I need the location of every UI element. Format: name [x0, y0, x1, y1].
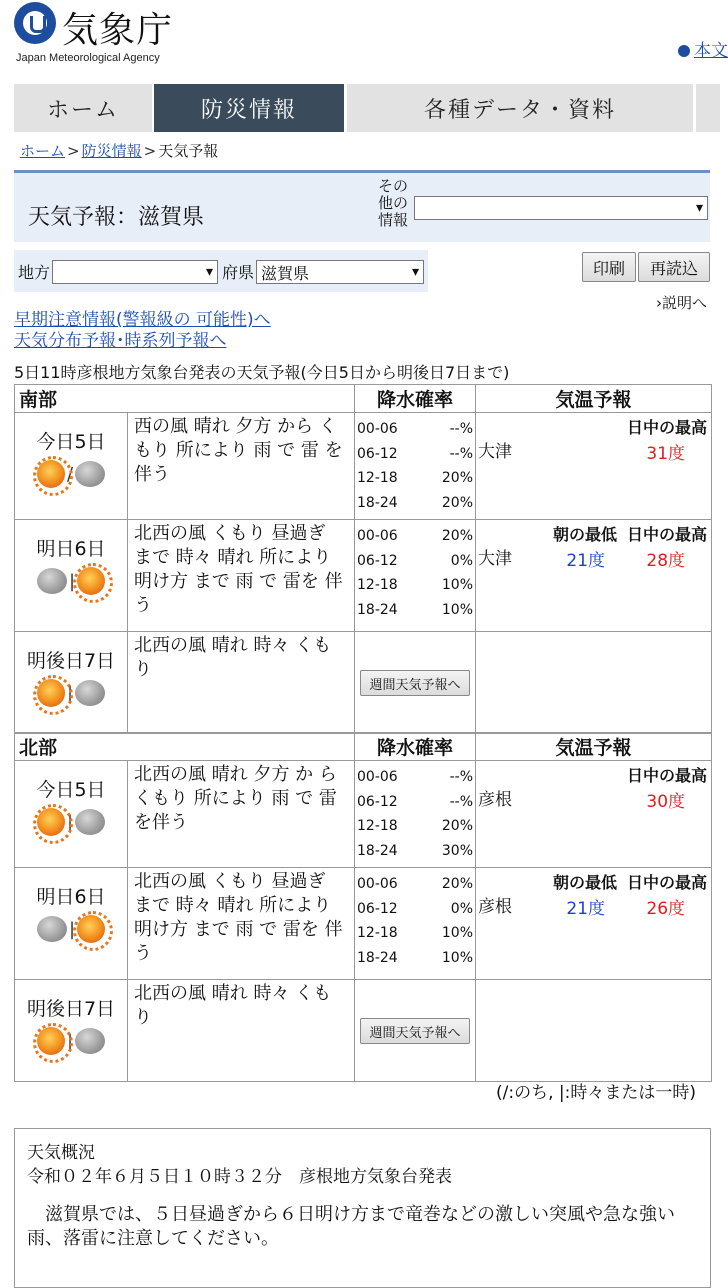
pop-cell: [355, 761, 476, 868]
chevron-down-icon: ▾: [695, 200, 703, 216]
cloudy-icon: [75, 1028, 105, 1054]
max-temp: 31度: [646, 444, 686, 464]
day-cell: [15, 761, 128, 868]
pop-cell: [355, 980, 476, 1082]
pop-row: 06-12 --%: [357, 793, 474, 810]
breadcrumb: ホーム > 防災情報 > 天気予報: [20, 142, 219, 160]
pop-row: 18-24 30%: [357, 842, 474, 859]
day-cell: [15, 413, 128, 520]
breadcrumb-bousai[interactable]: 防災情報: [81, 142, 142, 160]
reload-button[interactable]: 再読込: [638, 252, 710, 282]
weather-icons: [15, 679, 127, 707]
cloudy-icon: [37, 568, 67, 594]
weekly-forecast-button[interactable]: 週間天気予報へ: [360, 670, 470, 696]
pop-cell: [355, 413, 476, 520]
weather-text: 北西の風 晴れ 時々 くもり: [128, 980, 355, 1082]
cloudy-icon: [75, 809, 105, 835]
pop-row: 12-18 20%: [357, 818, 474, 834]
other-info-select[interactable]: [414, 196, 708, 220]
breadcrumb-current: 天気予報: [158, 142, 219, 160]
max-temp-label: 日中の最高: [627, 766, 708, 785]
chevron-down-icon: ▾: [411, 264, 419, 280]
city-name: 大津: [478, 549, 513, 569]
sunny-icon: [37, 679, 65, 707]
pop-row: 00-06 --%: [357, 769, 474, 785]
table-row: [15, 413, 712, 520]
print-button[interactable]: 印刷: [582, 252, 636, 282]
fuken-label: 府県: [222, 263, 255, 282]
pop-row: 12-18 10%: [357, 925, 474, 941]
temp-header: 気温予報: [476, 733, 712, 761]
cloudy-icon: [75, 461, 105, 487]
table-row: [15, 980, 712, 1082]
table-row: [15, 520, 712, 632]
day-label: 明後日7日: [26, 998, 116, 1020]
breadcrumb-home[interactable]: ホーム: [20, 142, 66, 160]
day-label: 明日6日: [36, 886, 106, 908]
jma-logo-icon[interactable]: [14, 2, 56, 44]
table-row: [15, 632, 712, 734]
pop-row: 06-12 0%: [357, 552, 474, 569]
icon-legend: (/:のち, |:時々または一時): [496, 1083, 696, 1103]
nav-data[interactable]: 各種データ・資料: [347, 84, 693, 132]
nav-bousai[interactable]: 防災情報: [154, 84, 344, 132]
weather-text: 北西の風 晴れ 時々 くもり: [128, 632, 355, 734]
max-temp: 26度: [646, 899, 686, 919]
pop-row: 06-12 0%: [357, 900, 474, 917]
region-name: 北部: [15, 733, 355, 761]
temp-cell: [476, 868, 712, 980]
early-warning-link[interactable]: 早期注意情報(警報級の 可能性)へ: [14, 310, 271, 330]
day-label: 明後日7日: [26, 650, 116, 672]
fuken-select[interactable]: 滋賀県 ▾: [256, 260, 424, 284]
pop-header: 降水確率: [355, 385, 476, 413]
weather-icons: [15, 1027, 127, 1055]
forecast-table: [14, 384, 712, 734]
table-row: [15, 761, 712, 868]
day-cell: [15, 980, 128, 1082]
pop-row: 12-18 10%: [357, 577, 474, 593]
weather-text: 北西の風 晴れ 夕方 か ら くもり 所により 雨 で 雷を伴う: [128, 761, 355, 868]
temp-cell: [476, 632, 712, 734]
logo-subtitle: Japan Meteorological Agency: [16, 52, 160, 64]
cloudy-icon: [75, 680, 105, 706]
sunny-icon: [37, 460, 65, 488]
summary-issued: 令和０２年６月５日１０時３２分 彦根地方気象台発表: [27, 1167, 452, 1187]
pop-row: 00-06 20%: [357, 528, 474, 544]
sunny-icon: [77, 915, 105, 943]
day-cell: [15, 520, 128, 632]
chevron-down-icon: ▾: [205, 264, 213, 280]
temp-cell: [476, 520, 712, 632]
weekly-forecast-button[interactable]: 週間天気予報へ: [360, 1018, 470, 1044]
weather-icons: [15, 567, 127, 595]
pop-row: 06-12 --%: [357, 445, 474, 462]
table-row: [15, 868, 712, 980]
separator-mark: |: [68, 918, 76, 940]
min-temp-label: 朝の最低: [553, 873, 618, 892]
weather-icons: [15, 460, 127, 488]
explain-link[interactable]: ›説明へ: [656, 294, 708, 312]
chiho-select[interactable]: [52, 260, 218, 284]
pop-row: 18-24 10%: [357, 949, 474, 966]
day-label: 明日6日: [36, 538, 106, 560]
logo-text[interactable]: 気象庁: [62, 10, 174, 51]
city-name: 大津: [478, 442, 513, 462]
temp-header: 気温予報: [476, 385, 712, 413]
max-temp-label: 日中の最高: [627, 418, 708, 437]
chiho-label: 地方: [18, 263, 51, 282]
day-cell: [15, 632, 128, 734]
max-temp-label: 日中の最高: [627, 873, 708, 892]
temp-cell: [476, 413, 712, 520]
sunny-icon: [77, 567, 105, 595]
pop-cell: [355, 632, 476, 734]
city-name: 彦根: [478, 897, 513, 917]
region-name: 南部: [15, 385, 355, 413]
day-label: 今日5日: [36, 779, 106, 801]
temp-cell: [476, 761, 712, 868]
min-temp: 21度: [566, 899, 606, 919]
pop-row: 00-06 --%: [357, 421, 474, 437]
summary-body: 滋賀県では、５日昼過ぎから６日明け方まで竜巻などの激しい突風や急な強い雨、落雷に注意してください。: [27, 1204, 675, 1249]
bullet-icon: [678, 45, 690, 57]
skip-to-content-link[interactable]: 本文: [678, 36, 728, 61]
weather-summary-box: [14, 1128, 711, 1288]
weather-icons: [15, 808, 127, 836]
weather-icons: [15, 915, 127, 943]
city-name: 彦根: [478, 790, 513, 810]
cloudy-icon: [37, 916, 67, 942]
sunny-icon: [37, 808, 65, 836]
pop-row: 12-18 20%: [357, 470, 474, 486]
weather-text: 北西の風 くもり 昼過ぎ まで 時々 晴れ 所により 明け方 まで 雨 で 雷を 伴う: [128, 520, 355, 632]
pop-row: 18-24 20%: [357, 494, 474, 511]
separator-mark: |: [68, 570, 76, 592]
issued-text: 5日11時彦根地方気象台発表の天気予報(今日5日から明後日7日まで): [14, 363, 510, 382]
min-temp-label: 朝の最低: [553, 525, 618, 544]
other-info-label: その他の情報: [378, 177, 409, 229]
temp-cell: [476, 980, 712, 1082]
distribution-forecast-link[interactable]: 天気分布予報･時系列予報へ: [14, 331, 227, 351]
day-cell: [15, 868, 128, 980]
min-temp: 21度: [566, 551, 606, 571]
nav-home[interactable]: ホーム: [14, 84, 152, 132]
max-temp-label: 日中の最高: [627, 525, 708, 544]
pop-row: 18-24 10%: [357, 601, 474, 618]
weather-text: 西の風 晴れ 夕方 から くもり 所により 雨 で 雷 を伴う: [128, 413, 355, 520]
max-temp: 28度: [646, 551, 686, 571]
day-label: 今日5日: [36, 431, 106, 453]
sunny-icon: [37, 1027, 65, 1055]
forecast-table: [14, 732, 712, 1082]
summary-title: 天気概況: [27, 1143, 95, 1163]
chevron-right-icon: ›: [656, 294, 662, 312]
max-temp: 30度: [646, 792, 686, 812]
weather-text: 北西の風 くもり 昼過ぎ まで 時々 晴れ 所により 明け方 まで 雨 で 雷を 伴う: [128, 868, 355, 980]
page-title: 天気予報：滋賀県: [28, 205, 205, 230]
pop-header: 降水確率: [355, 733, 476, 761]
pop-cell: [355, 520, 476, 632]
pop-row: 00-06 20%: [357, 876, 474, 892]
nav-more[interactable]: [696, 84, 720, 132]
pop-cell: [355, 868, 476, 980]
